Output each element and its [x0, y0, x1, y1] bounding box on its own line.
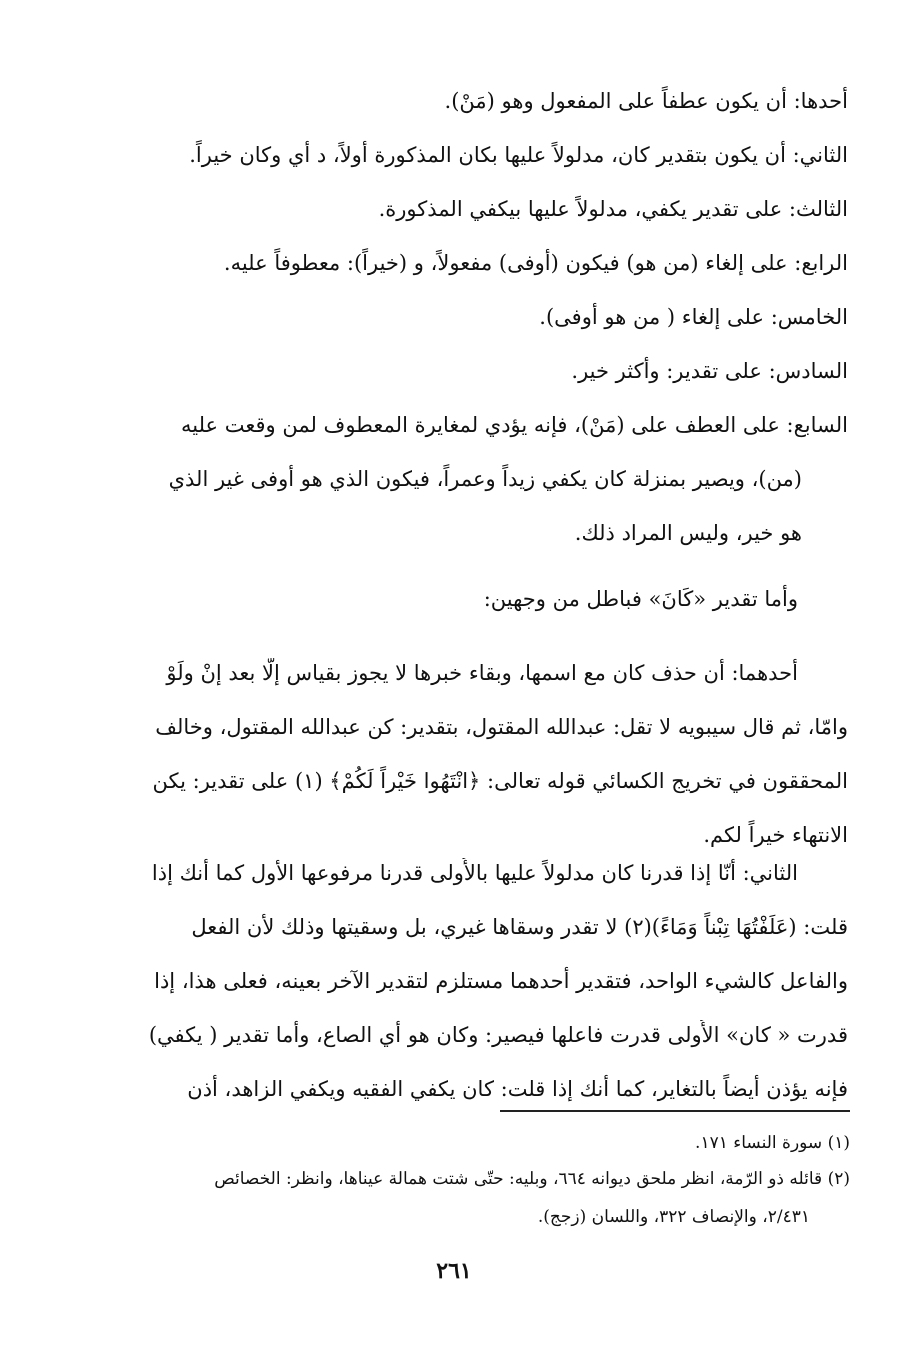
text-line: الخامس: على إلغاء ( من هو أوفى).: [539, 305, 848, 329]
footnote-2-continuation: ٢/٤٣١، والإنصاف ٣٢٢، واللسان (زجج).: [537, 1207, 810, 1227]
footnote-2: (٢) قائله ذو الرّمة، انظر ملحق ديوانه ٦٦٤، وبليه: حتّى شتت همالة عيناها، وانظر: الخصائص: [214, 1169, 850, 1189]
page-number: ٢٦١: [436, 1258, 472, 1284]
heading-line: وأما تقدير «كَانَ» فباطل من وجهين:: [483, 587, 798, 611]
text-line: الثاني: أنّا إذا قدرنا كان مدلولاً عليها بالأُولى قدرنا مرفوعها الأول كما أنك إذا: [151, 861, 798, 885]
paragraph-first-reason: [118, 658, 848, 874]
enumerated-opinions: [118, 86, 848, 572]
footnote-divider: [500, 1110, 850, 1112]
text-line: الثاني: أن يكون بتقدير كان، مدلولاً عليها بكان المذكورة أولاً، د أي وكان خيراً.: [189, 143, 848, 167]
text-line: المحققون في تخريج الكسائي قوله تعالى: ﴿انْتَهُوا خَيْراً لَكُمْ﴾ (١) على تقدير: يكن: [152, 769, 848, 793]
text-line: قلت: (عَلَفْتُهَا تِبْناً وَمَاءً)(٢) لا تقدر وسقاها غيري، بل وسقيتها وذلك لأن الفعل: [191, 915, 848, 939]
text-line: أحدهما: أن حذف كان مع اسمها، وبقاء خبرها لا يجوز بقياس إلّا بعد إنْ ولَوْ: [166, 661, 798, 685]
text-line: (من)، ويصير بمنزلة كان يكفي زيداً وعمراً، فيكون الذي هو أوفى غير الذي: [168, 467, 802, 491]
text-line: وامّا، ثم قال سيبويه لا تقل: عبدالله المقتول، بتقدير: كن عبدالله المقتول، وخالف: [155, 715, 848, 739]
text-line: هو خير، وليس المراد ذلك.: [574, 521, 802, 545]
text-line: السابع: على العطف على (مَنْ)، فإنه يؤدي لمغايرة المعطوف لمن وقعت عليه: [181, 413, 848, 437]
text-line: الثالث: على تقدير يكفي، مدلولاً عليها بيكفي المذكورة.: [378, 197, 848, 221]
text-line: الانتهاء خيراً لكم.: [703, 823, 848, 847]
text-line: الرابع: على إلغاء (من هو) فيكون (أوفى) مفعولاً، و (خيراً): معطوفاً عليه.: [223, 251, 848, 275]
text-line: فإنه يؤذن أيضاً بالتغاير، كما أنك إذا قلت: كان يكفي الفقيه ويكفي الزاهد، أذن: [187, 1077, 848, 1101]
text-line: أحدها: أن يكون عطفاً على المفعول وهو (مَنْ).: [444, 89, 848, 113]
text-line: السادس: على تقدير: وأكثر خير.: [571, 359, 848, 383]
text-line: قدرت « كان» الأُولى قدرت فاعلها فيصير: وكان هو أي الصاع، وأما تقدير ( يكفي): [148, 1023, 848, 1047]
text-line: والفاعل كالشيء الواحد، فتقدير أحدهما مستلزم لتقدير الآخر بعينه، فعلى هذا، إذا: [154, 969, 848, 993]
paragraph-second-reason: [118, 858, 848, 1128]
section-heading: [118, 584, 848, 638]
footnote-1: (١) سورة النساء ١٧١.: [695, 1133, 850, 1153]
